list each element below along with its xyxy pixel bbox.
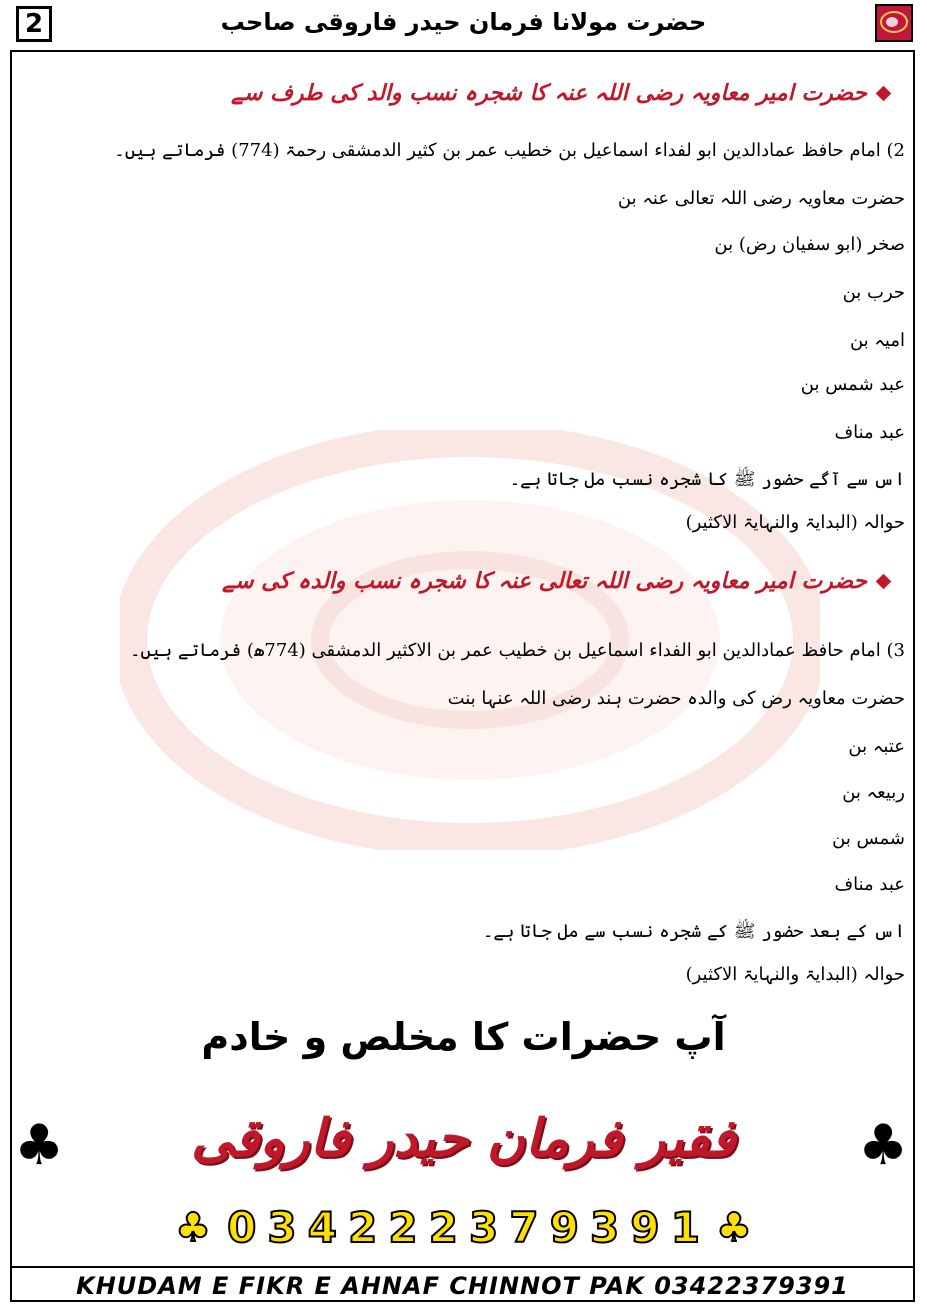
section2-heading-text: حضرت امیر معاویہ رضی اللہ تعالی عنہ کا شجرہ نسب والدہ کی سے (222, 568, 867, 594)
phone-digit: 4 (307, 1203, 337, 1252)
phone-digit: 2 (428, 1203, 458, 1252)
phone-digit: 2 (348, 1203, 378, 1252)
phone-digit: 9 (630, 1203, 660, 1252)
phone-digit: 3 (267, 1203, 297, 1252)
page-title: حضرت مولانا فرمان حیدر فاروقی صاحب (220, 8, 707, 36)
club-icon: ♣ (858, 1113, 909, 1178)
section1-line: صخر (ابو سفیان رض) بن (714, 234, 905, 255)
phone-digit: 1 (670, 1203, 700, 1252)
phone-digit: 3 (590, 1203, 620, 1252)
section1-citation: حوالہ (البدایۃ والنہایۃ الاکثیر) (685, 512, 905, 533)
phone-digit: 3 (469, 1203, 499, 1252)
section1-line: اس سے آگے حضور ﷺ کا شجرہ نسب مل جاتا ہے۔ (509, 469, 905, 490)
section1-line: حرب بن (842, 282, 905, 303)
phone-digit: 9 (549, 1203, 579, 1252)
section2-line: 3) امام حافظ عمادالدین ابو الفداء اسماعیل بن خطیب عمر بن الاکثیر الدمشقی (774ھ) فرماتے ہیں۔ (129, 640, 905, 661)
logo-icon (875, 4, 913, 42)
phone-digit: 2 (388, 1203, 418, 1252)
section1-line: حضرت معاویہ رضی اللہ تعالی عنہ بن (617, 188, 905, 209)
section2-citation: حوالہ (البدایۃ والنہایۃ الاکثیر) (685, 964, 905, 985)
footer-banner: KHUDAM E FIKR E AHNAF CHINNOT PAK 03422379391 (10, 1266, 915, 1304)
club-icon: ♣ (175, 1205, 211, 1251)
section2-line: ربیعہ بن (842, 782, 905, 803)
section1-line: 2) امام حافظ عمادالدین ابو لفداء اسماعیل بن خطیب عمر بن کثیر الدمشقی رحمۃ (774) فرماتے ہیں۔ (114, 140, 905, 161)
club-icon: ♣ (716, 1205, 752, 1251)
closing-line: آپ حضرات کا مخلص و خادم (201, 1015, 726, 1059)
section2-line: عبد مناف (834, 874, 905, 895)
logo-center (886, 17, 898, 27)
section2-line: عتبہ بن (848, 736, 905, 757)
phone-digit: 7 (509, 1203, 539, 1252)
club-icon: ♣ (14, 1113, 65, 1178)
section2-heading (222, 568, 867, 602)
author-name: فقیر فرمان حیدر فاروقی (191, 1108, 736, 1169)
section2-line: اس کے بعد حضور ﷺ کے شجرہ نسب سے مل جاتا ہے۔ (482, 921, 905, 942)
section1-line: امیہ بن (849, 330, 905, 351)
section2-line: حضرت معاویہ رض کی والدہ حضرت ہند رضی اللہ عنہا بنت (447, 688, 905, 709)
section1-heading-text: حضرت امیر معاویہ رضی اللہ عنہ کا شجرہ نسب والد کی طرف سے (231, 80, 867, 106)
phone-number (0, 1200, 927, 1260)
section1-line: عبد شمس بن (800, 374, 905, 395)
section1-line: عبد مناف (834, 422, 905, 443)
section1-heading (231, 80, 867, 114)
phone-digit: 0 (227, 1203, 257, 1252)
page-number-box: 2 (16, 6, 52, 42)
section2-line: شمس بن (832, 828, 905, 849)
